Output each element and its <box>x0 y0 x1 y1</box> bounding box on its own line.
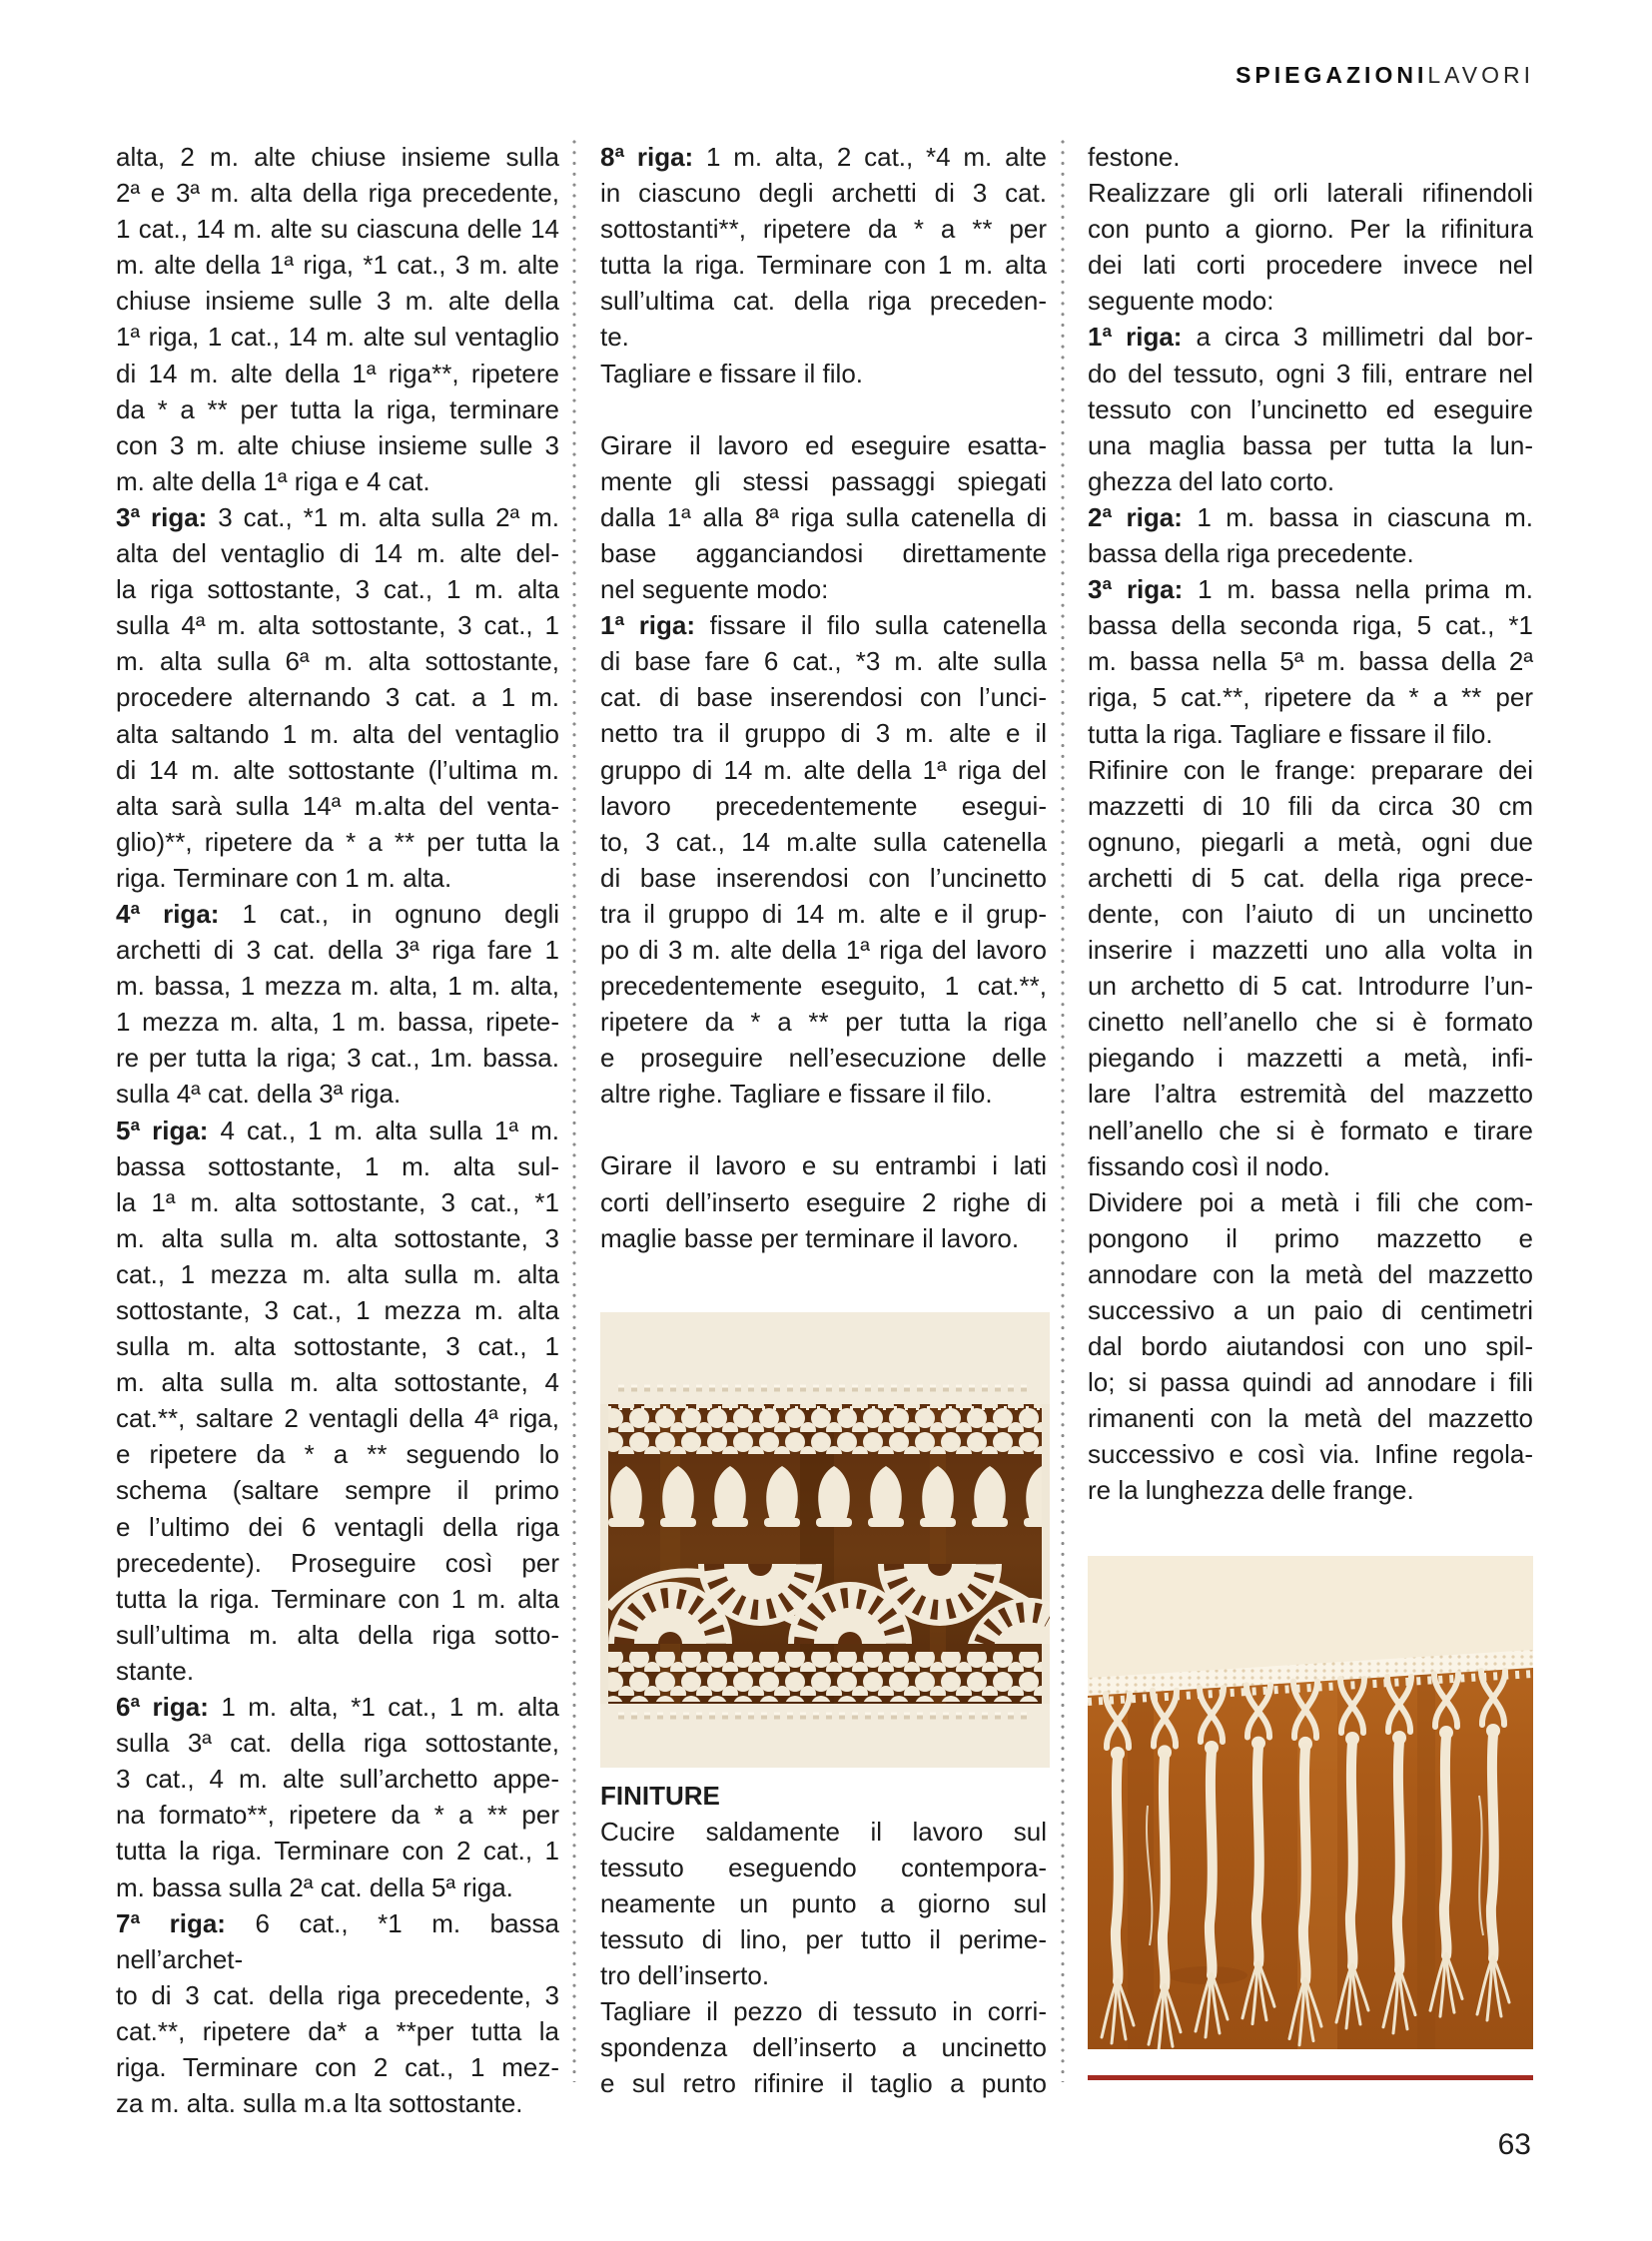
text-line: dalla 1ª alla 8ª riga sulla catenella di <box>600 501 1047 532</box>
lace-insert-illustration <box>600 1312 1050 1768</box>
text-line: la 1ª m. alta sottostante, 3 cat., *1 <box>116 1186 559 1217</box>
text-line: archetti di 3 cat. della 3ª riga fare 1 <box>116 935 559 966</box>
text-line: na formato**, ripetere da * a ** per <box>116 1800 559 1831</box>
text-line: m. bassa nella 5ª m. bassa della 2ª <box>1088 646 1533 677</box>
text-line: lavoro precedentemente esegui- <box>600 790 1047 821</box>
text-line: m. bassa, 1 mezza m. alta, 1 m. alta, <box>116 971 559 1002</box>
text-line: rimanenti con la metà del mazzetto <box>1088 1403 1533 1434</box>
paragraph <box>600 427 1047 607</box>
text-line: corti dell’inserto eseguire 2 righe di <box>600 1186 1047 1217</box>
paragraph <box>600 1778 1047 1814</box>
text-line: fissando così il nodo. <box>1088 1150 1330 1181</box>
text-line: e ripetere da * a ** seguendo lo <box>116 1439 559 1470</box>
paragraph <box>1088 752 1533 1184</box>
text-line: sulla 3ª cat. della riga sottostante, <box>116 1728 559 1759</box>
text-line: ognuno, piegarli a metà, ogni due <box>1088 826 1533 857</box>
text-line: dente, con l’aiuto di un uncinetto <box>1088 898 1533 929</box>
text-line: re per tutta la riga; 3 cat., 1m. bassa. <box>116 1043 559 1074</box>
column-3-text <box>1088 139 1533 1509</box>
text-line: chiuse insieme sulle 3 m. alte della <box>116 286 559 317</box>
paragraph <box>116 1113 559 1690</box>
text-line: netto tra il gruppo di 3 m. alte e il <box>600 718 1047 749</box>
red-divider-rule <box>1088 2075 1533 2080</box>
text-line: 1 mezza m. alta, 1 m. bassa, ripete- <box>116 1007 559 1038</box>
paragraph <box>600 356 1047 391</box>
text-line: con 3 m. alte chiuse insieme sulle 3 <box>116 429 559 460</box>
text-line: lare l’altra estremità del mazzetto <box>1088 1079 1533 1110</box>
text-line: riga, 5 cat.**, ripetere da * a ** per <box>1088 682 1533 713</box>
text-line: mente gli stessi passaggi spiegati <box>600 465 1047 496</box>
column-3 <box>1088 139 1533 2080</box>
text-line: Cucire saldamente il lavoro sul <box>600 1816 1047 1847</box>
paragraph <box>600 1993 1047 2101</box>
text-line: cat.**, saltare 2 ventagli della 4ª riga, <box>116 1403 559 1434</box>
text-line: tutta la riga. Terminare con 1 m. alta <box>600 250 1047 281</box>
text-line: 3ª riga: 1 m. bassa nella prima m. <box>1088 574 1534 605</box>
text-line: Realizzare gli orli laterali rifinendoli <box>1088 178 1533 209</box>
text-line: glio)**, ripetere da * a ** per tutta la <box>116 826 559 857</box>
text-line: alta, 2 m. alte chiuse insieme sulla <box>116 142 559 172</box>
text-line: la riga sottostante, 3 cat., 1 m. alta <box>116 574 559 605</box>
text-line: sulla m. alta sottostante, 3 cat., 1 <box>116 1331 559 1362</box>
running-head-bold: SPIEGAZIONI <box>1236 62 1428 88</box>
paragraph <box>116 896 559 1113</box>
text-line: m. alta sulla 6ª m. alta sottostante, <box>116 646 559 677</box>
text-line: lo; si passa quindi ad annodare i fili <box>1088 1367 1533 1398</box>
paragraph <box>1088 499 1533 571</box>
photo-crochet-lace-insert <box>600 1312 1050 1768</box>
text-line: cinetto nell’anello che si è formato <box>1088 1007 1533 1038</box>
text-line: m. bassa sulla 2ª cat. della 5ª riga. <box>116 1871 513 1902</box>
text-line: pongono il primo mazzetto e <box>1088 1222 1533 1253</box>
text-line: 1 cat., 14 m. alte su ciascuna delle 14 <box>116 214 559 245</box>
text-line: 1ª riga: fissare il filo sulla catenella <box>600 610 1047 641</box>
text-line: precedentemente eseguito, 1 cat.**, <box>600 971 1047 1002</box>
text-line: e proseguire nell’esecuzione delle <box>600 1043 1047 1074</box>
text-line: successivo e così via. Infine regola- <box>1088 1439 1533 1470</box>
text-line: in ciascuno degli archetti di 3 cat. <box>600 178 1047 209</box>
text-line: nel seguente modo: <box>600 574 829 605</box>
text-line: m. alta sulla m. alta sottostante, 4 <box>116 1367 559 1398</box>
text-line: 1ª riga: a circa 3 millimetri dal bor- <box>1088 322 1533 353</box>
text-line: bassa della seconda riga, 5 cat., *1 <box>1088 610 1533 641</box>
text-line: riga. Terminare con 1 m. alta. <box>116 862 452 893</box>
text-line: do del tessuto, ogni 3 fili, entrare nel <box>1088 358 1533 388</box>
text-line: sottostante, 3 cat., 1 mezza m. alta <box>116 1295 559 1325</box>
text-line: sulla 4ª m. alta sottostante, 3 cat., 1 <box>116 610 559 641</box>
text-line: un archetto di 5 cat. Introdurre l’un- <box>1088 971 1533 1002</box>
text-line: tutta la riga. Terminare con 2 cat., 1 <box>116 1836 559 1867</box>
paragraph <box>600 1814 1047 1993</box>
text-line: po di 3 m. alte della 1ª riga del lavoro <box>600 934 1047 965</box>
text-line: sull’ultima cat. della riga preceden- <box>600 286 1047 317</box>
text-line: Tagliare e fissare il filo. <box>600 358 863 388</box>
text-line: di 14 m. alte della 1ª riga**, ripetere <box>116 358 559 388</box>
text-line: to di 3 cat. della riga precedente, 3 <box>116 1979 559 2010</box>
text-line: 8ª riga: 1 m. alta, 2 cat., *4 m. alte <box>600 142 1047 172</box>
running-head-light: LAVORI <box>1427 62 1534 88</box>
page-number: 63 <box>1497 2128 1531 2161</box>
text-line: tessuto di lino, per tutto il perime- <box>600 1924 1047 1955</box>
text-line: una maglia bassa per tutta la lun- <box>1088 429 1533 460</box>
text-line: 5ª riga: 4 cat., 1 m. alta sulla 1ª m. <box>116 1115 559 1145</box>
text-line: di base fare 6 cat., *3 m. alte sulla <box>600 646 1047 677</box>
running-head <box>1236 62 1534 89</box>
fringe-illustration <box>1088 1556 1533 2049</box>
text-line: tutta la riga. Tagliare e fissare il filo. <box>1088 718 1493 749</box>
text-line: 6ª riga: 1 m. alta, *1 cat., 1 m. alta <box>116 1692 559 1723</box>
text-line: 1ª riga, 1 cat., 14 m. alte sul ventaglio <box>116 322 559 353</box>
text-line: mazzetti di 10 fili da circa 30 cm <box>1088 790 1533 821</box>
text-line: bassa della riga precedente. <box>1088 538 1414 569</box>
paragraph <box>1088 319 1533 498</box>
text-line: di 14 m. alte sottostante (l’ultima m. <box>116 754 559 785</box>
text-line: festone. <box>1088 142 1181 172</box>
text-line: da * a ** per tutta la riga, terminare <box>116 393 559 424</box>
text-line: tra il gruppo di 14 m. alte e il grup- <box>600 898 1047 929</box>
text-line: ripetere da * a ** per tutta la riga <box>600 1007 1047 1038</box>
text-line: re la lunghezza delle frange. <box>1088 1475 1414 1506</box>
text-line: m. alte della 1ª riga e 4 cat. <box>116 465 430 496</box>
paragraph <box>1088 139 1533 175</box>
text-line: spondenza dell’inserto a uncinetto <box>600 2032 1047 2063</box>
paragraph <box>600 1147 1047 1255</box>
text-line: cat.**, ripetere da* a **per tutta la <box>116 2015 559 2046</box>
text-line: stante. <box>116 1655 195 1686</box>
column-divider-left <box>572 140 576 2082</box>
text-line: Rifinire con le frange: preparare dei <box>1088 754 1533 785</box>
paragraph <box>116 139 559 499</box>
text-line: successivo a un paio di centimetri <box>1088 1295 1533 1325</box>
text-line: annodare con la metà del mazzetto <box>1088 1258 1533 1289</box>
text-line: sulla 4ª cat. della 3ª riga. <box>116 1079 402 1110</box>
text-line: 3ª riga: 3 cat., *1 m. alta sulla 2ª m. <box>116 501 559 532</box>
text-line: nell’anello che si è formato e tirare <box>1088 1115 1533 1145</box>
text-line: m. alte della 1ª riga, *1 cat., 3 m. alte <box>116 250 559 281</box>
column-2-text-bottom <box>600 1778 1047 2102</box>
text-line: inserire i mazzetti uno alla volta in <box>1088 935 1533 966</box>
text-line: procedere alternando 3 cat. a 1 m. <box>116 682 559 713</box>
text-line: Tagliare il pezzo di tessuto in corri- <box>600 1996 1047 2027</box>
text-line: cat. di base inserendosi con l’unci- <box>600 682 1047 713</box>
text-line: ghezza del lato corto. <box>1088 465 1335 496</box>
text-line: te. <box>600 322 629 353</box>
text-line: Girare il lavoro ed eseguire esatta- <box>600 429 1047 460</box>
paragraph <box>1088 175 1533 319</box>
text-line: 4ª riga: 1 cat., in ognuno degli <box>116 898 559 929</box>
text-line: za m. alta. sulla m.a lta sottostante. <box>116 2088 523 2119</box>
text-line: piegando i mazzetti a metà, infi- <box>1088 1043 1533 1074</box>
column-1-text <box>116 139 559 2121</box>
text-line: altre righe. Tagliare e fissare il filo. <box>600 1079 993 1110</box>
text-line: Dividere poi a metà i fili che com- <box>1088 1186 1533 1217</box>
text-line: sottostanti**, ripetere da * a ** per <box>600 214 1047 245</box>
text-line: e l’ultimo dei 6 ventagli della riga <box>116 1511 559 1542</box>
text-line: alta del ventaglio di 14 m. alte del- <box>116 538 559 569</box>
paragraph <box>116 1905 559 2122</box>
text-line: con punto a giorno. Per la rifinitura <box>1088 214 1533 245</box>
column-2 <box>600 139 1047 2102</box>
text-line: schema (saltare sempre il primo <box>116 1475 559 1506</box>
paragraph <box>116 499 559 896</box>
text-line: e sul retro rifinire il taglio a punto <box>600 2068 1047 2099</box>
text-line: gruppo di 14 m. alte della 1ª riga del <box>600 754 1047 785</box>
text-line: base agganciandosi direttamente <box>600 537 1047 568</box>
text-line: Girare il lavoro e su entrambi i lati <box>600 1150 1047 1181</box>
text-line: di base inserendosi con l’uncinetto <box>600 862 1047 893</box>
text-line: seguente modo: <box>1088 286 1274 317</box>
text-line: 2ª riga: 1 m. bassa in ciascuna m. <box>1088 501 1533 532</box>
text-line: cat., 1 mezza m. alta sulla m. alta <box>116 1258 559 1289</box>
text-line: tutta la riga. Terminare con 1 m. alta <box>116 1583 559 1614</box>
text-line: bassa sottostante, 1 m. alta sul- <box>116 1150 559 1181</box>
text-line: 7ª riga: 6 cat., *1 m. bassa nell’archet- <box>116 1907 559 1974</box>
text-line: alta saltando 1 m. alta del ventaglio <box>116 718 559 749</box>
text-line: neamente un punto a giorno sul <box>600 1888 1047 1918</box>
text-line: dal bordo aiutandosi con uno spil- <box>1088 1331 1533 1362</box>
text-line: dei lati corti procedere invece nel <box>1088 250 1533 281</box>
text-line: 2ª e 3ª m. alta della riga precedente, <box>116 178 559 209</box>
text-line: tessuto eseguendo contempora- <box>600 1852 1047 1882</box>
text-line: 3 cat., 4 m. alte sull’archetto appe- <box>116 1764 559 1795</box>
paragraph <box>1088 1184 1533 1509</box>
text-line: alta sarà sulla 14ª m.alta del venta- <box>116 790 559 821</box>
paragraph <box>600 607 1047 1112</box>
text-line: tro dell’inserto. <box>600 1960 770 1991</box>
text-line: m. alta sulla m. alta sottostante, 3 <box>116 1222 559 1253</box>
photo-knotted-fringe <box>1088 1556 1533 2049</box>
text-line: archetti di 5 cat. della riga prece- <box>1088 862 1533 893</box>
text-line: tessuto con l’uncinetto ed eseguire <box>1088 393 1533 424</box>
text-line: maglie basse per terminare il lavoro. <box>600 1222 1020 1253</box>
column-2-text-top <box>600 139 1047 1256</box>
column-divider-right <box>1061 140 1065 2082</box>
text-line: precedente). Proseguire così per <box>116 1547 559 1578</box>
paragraph <box>1088 571 1533 751</box>
column-1 <box>116 139 559 2121</box>
text-line: sull’ultima m. alta della riga sotto- <box>116 1619 559 1650</box>
text-line: riga. Terminare con 2 cat., 1 mez- <box>116 2051 559 2082</box>
text-line: to, 3 cat., 14 m.alte sulla catenella <box>600 826 1047 857</box>
paragraph <box>116 1689 559 1905</box>
paragraph <box>600 139 1047 356</box>
text-line: FINITURE <box>600 1780 720 1811</box>
